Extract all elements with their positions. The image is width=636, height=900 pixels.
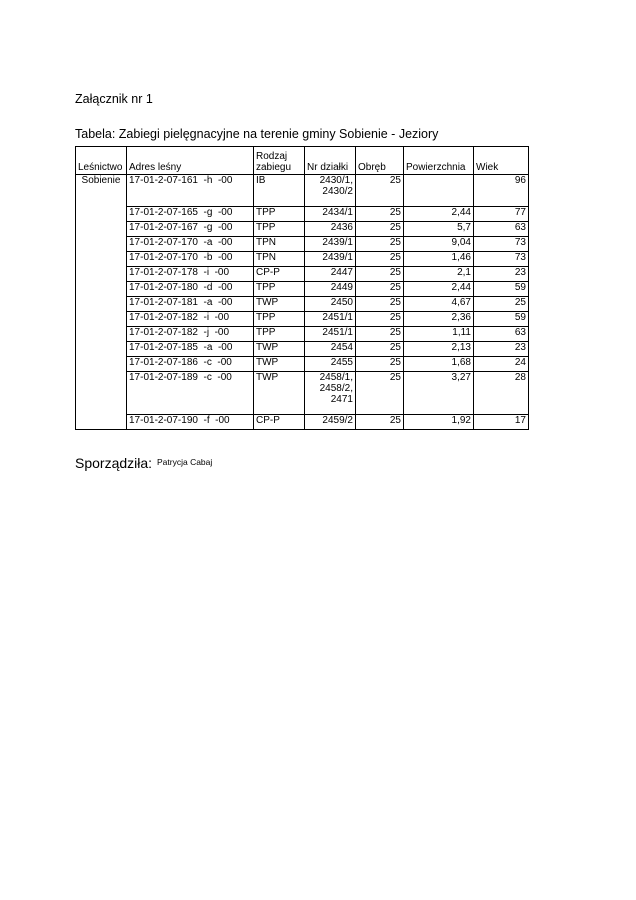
table-row [76,327,529,342]
signature-block [75,455,213,473]
cell-rodzaj: TWP [254,297,305,312]
table-row [76,357,529,372]
cell-nr-dzialki: 2439/1 [305,237,356,252]
table-row [76,342,529,357]
cell-obreb: 25 [356,282,404,297]
table-row [76,415,529,430]
cell-nr-dzialki: 2447 [305,267,356,282]
treatments-table [75,146,529,430]
cell-wiek: 23 [474,267,529,282]
cell-nr-dzialki: 2459/2 [305,415,356,430]
cell-wiek: 17 [474,415,529,430]
cell-nr-dzialki: 2430/1, 2430/2 [305,175,356,207]
table-caption: Tabela: Zabiegi pielęgnacyjne na terenie gminy Sobienie - Jeziory [75,127,439,141]
cell-wiek: 23 [474,342,529,357]
cell-rodzaj: TWP [254,372,305,415]
header-row [76,147,529,175]
cell-nr-dzialki: 2451/1 [305,327,356,342]
signature-name: Patrycja Cabaj [157,457,213,467]
cell-lesnictwo: Sobienie [76,175,127,430]
cell-adres: 17-01-2-07-170 -a -00 [127,237,254,252]
header-wiek: Wiek [474,147,529,175]
table-body [76,175,529,430]
cell-adres: 17-01-2-07-178 -i -00 [127,267,254,282]
cell-adres: 17-01-2-07-189 -c -00 [127,372,254,415]
cell-nr-dzialki: 2436 [305,222,356,237]
cell-powierzchnia: 3,27 [404,372,474,415]
cell-nr-dzialki: 2439/1 [305,252,356,267]
cell-rodzaj: TPN [254,252,305,267]
cell-rodzaj: TPP [254,222,305,237]
header-adres: Adres leśny [127,147,254,175]
header-powierzchnia: Powierzchnia [404,147,474,175]
cell-rodzaj: TPP [254,327,305,342]
cell-rodzaj: TPN [254,237,305,252]
cell-adres: 17-01-2-07-182 -i -00 [127,312,254,327]
cell-wiek: 25 [474,297,529,312]
header-rodzaj: Rodzaj zabiegu [254,147,305,175]
cell-adres: 17-01-2-07-180 -d -00 [127,282,254,297]
cell-wiek: 24 [474,357,529,372]
cell-wiek: 73 [474,252,529,267]
cell-powierzchnia: 1,68 [404,357,474,372]
cell-obreb: 25 [356,372,404,415]
cell-obreb: 25 [356,267,404,282]
cell-wiek: 96 [474,175,529,207]
cell-obreb: 25 [356,252,404,267]
cell-nr-dzialki: 2434/1 [305,207,356,222]
cell-adres: 17-01-2-07-167 -g -00 [127,222,254,237]
table-row [76,252,529,267]
cell-obreb: 25 [356,327,404,342]
table-row [76,237,529,252]
cell-wiek: 73 [474,237,529,252]
header-nr-dzialki: Nr działki [305,147,356,175]
cell-rodzaj: TPP [254,207,305,222]
cell-wiek: 63 [474,222,529,237]
cell-obreb: 25 [356,357,404,372]
cell-adres: 17-01-2-07-182 -j -00 [127,327,254,342]
cell-obreb: 25 [356,297,404,312]
cell-obreb: 25 [356,222,404,237]
cell-rodzaj: TWP [254,357,305,372]
cell-powierzchnia: 2,44 [404,207,474,222]
cell-nr-dzialki: 2455 [305,357,356,372]
cell-rodzaj: IB [254,175,305,207]
table-row [76,297,529,312]
cell-powierzchnia: 2,44 [404,282,474,297]
cell-adres: 17-01-2-07-165 -g -00 [127,207,254,222]
cell-nr-dzialki: 2458/1, 2458/2, 2471 [305,372,356,415]
cell-powierzchnia: 5,7 [404,222,474,237]
signature-label: Sporządziła: [75,455,153,471]
cell-wiek: 59 [474,282,529,297]
cell-adres: 17-01-2-07-181 -a -00 [127,297,254,312]
table-row [76,372,529,415]
cell-powierzchnia: 2,1 [404,267,474,282]
header-obreb: Obręb [356,147,404,175]
cell-powierzchnia: 4,67 [404,297,474,312]
cell-powierzchnia: 9,04 [404,237,474,252]
cell-obreb: 25 [356,207,404,222]
cell-adres: 17-01-2-07-190 -f -00 [127,415,254,430]
cell-nr-dzialki: 2454 [305,342,356,357]
cell-powierzchnia: 1,11 [404,327,474,342]
cell-rodzaj: TWP [254,342,305,357]
cell-rodzaj: CP-P [254,415,305,430]
cell-rodzaj: TPP [254,312,305,327]
cell-wiek: 28 [474,372,529,415]
cell-adres: 17-01-2-07-186 -c -00 [127,357,254,372]
table-row [76,222,529,237]
cell-obreb: 25 [356,415,404,430]
table-row [76,282,529,297]
cell-nr-dzialki: 2450 [305,297,356,312]
cell-powierzchnia: 1,92 [404,415,474,430]
cell-powierzchnia: 1,46 [404,252,474,267]
cell-wiek: 63 [474,327,529,342]
cell-wiek: 77 [474,207,529,222]
header-lesnictwo: Leśnictwo [76,147,127,175]
cell-nr-dzialki: 2451/1 [305,312,356,327]
cell-powierzchnia: 2,36 [404,312,474,327]
cell-rodzaj: TPP [254,282,305,297]
cell-obreb: 25 [356,342,404,357]
annex-title: Załącznik nr 1 [75,92,153,106]
cell-wiek: 59 [474,312,529,327]
cell-obreb: 25 [356,175,404,207]
cell-adres: 17-01-2-07-185 -a -00 [127,342,254,357]
cell-powierzchnia [404,175,474,207]
cell-obreb: 25 [356,237,404,252]
cell-adres: 17-01-2-07-161 -h -00 [127,175,254,207]
cell-rodzaj: CP-P [254,267,305,282]
table-row [76,175,529,207]
cell-nr-dzialki: 2449 [305,282,356,297]
table-row [76,312,529,327]
cell-adres: 17-01-2-07-170 -b -00 [127,252,254,267]
cell-powierzchnia: 2,13 [404,342,474,357]
table-row [76,267,529,282]
table-row [76,207,529,222]
cell-obreb: 25 [356,312,404,327]
